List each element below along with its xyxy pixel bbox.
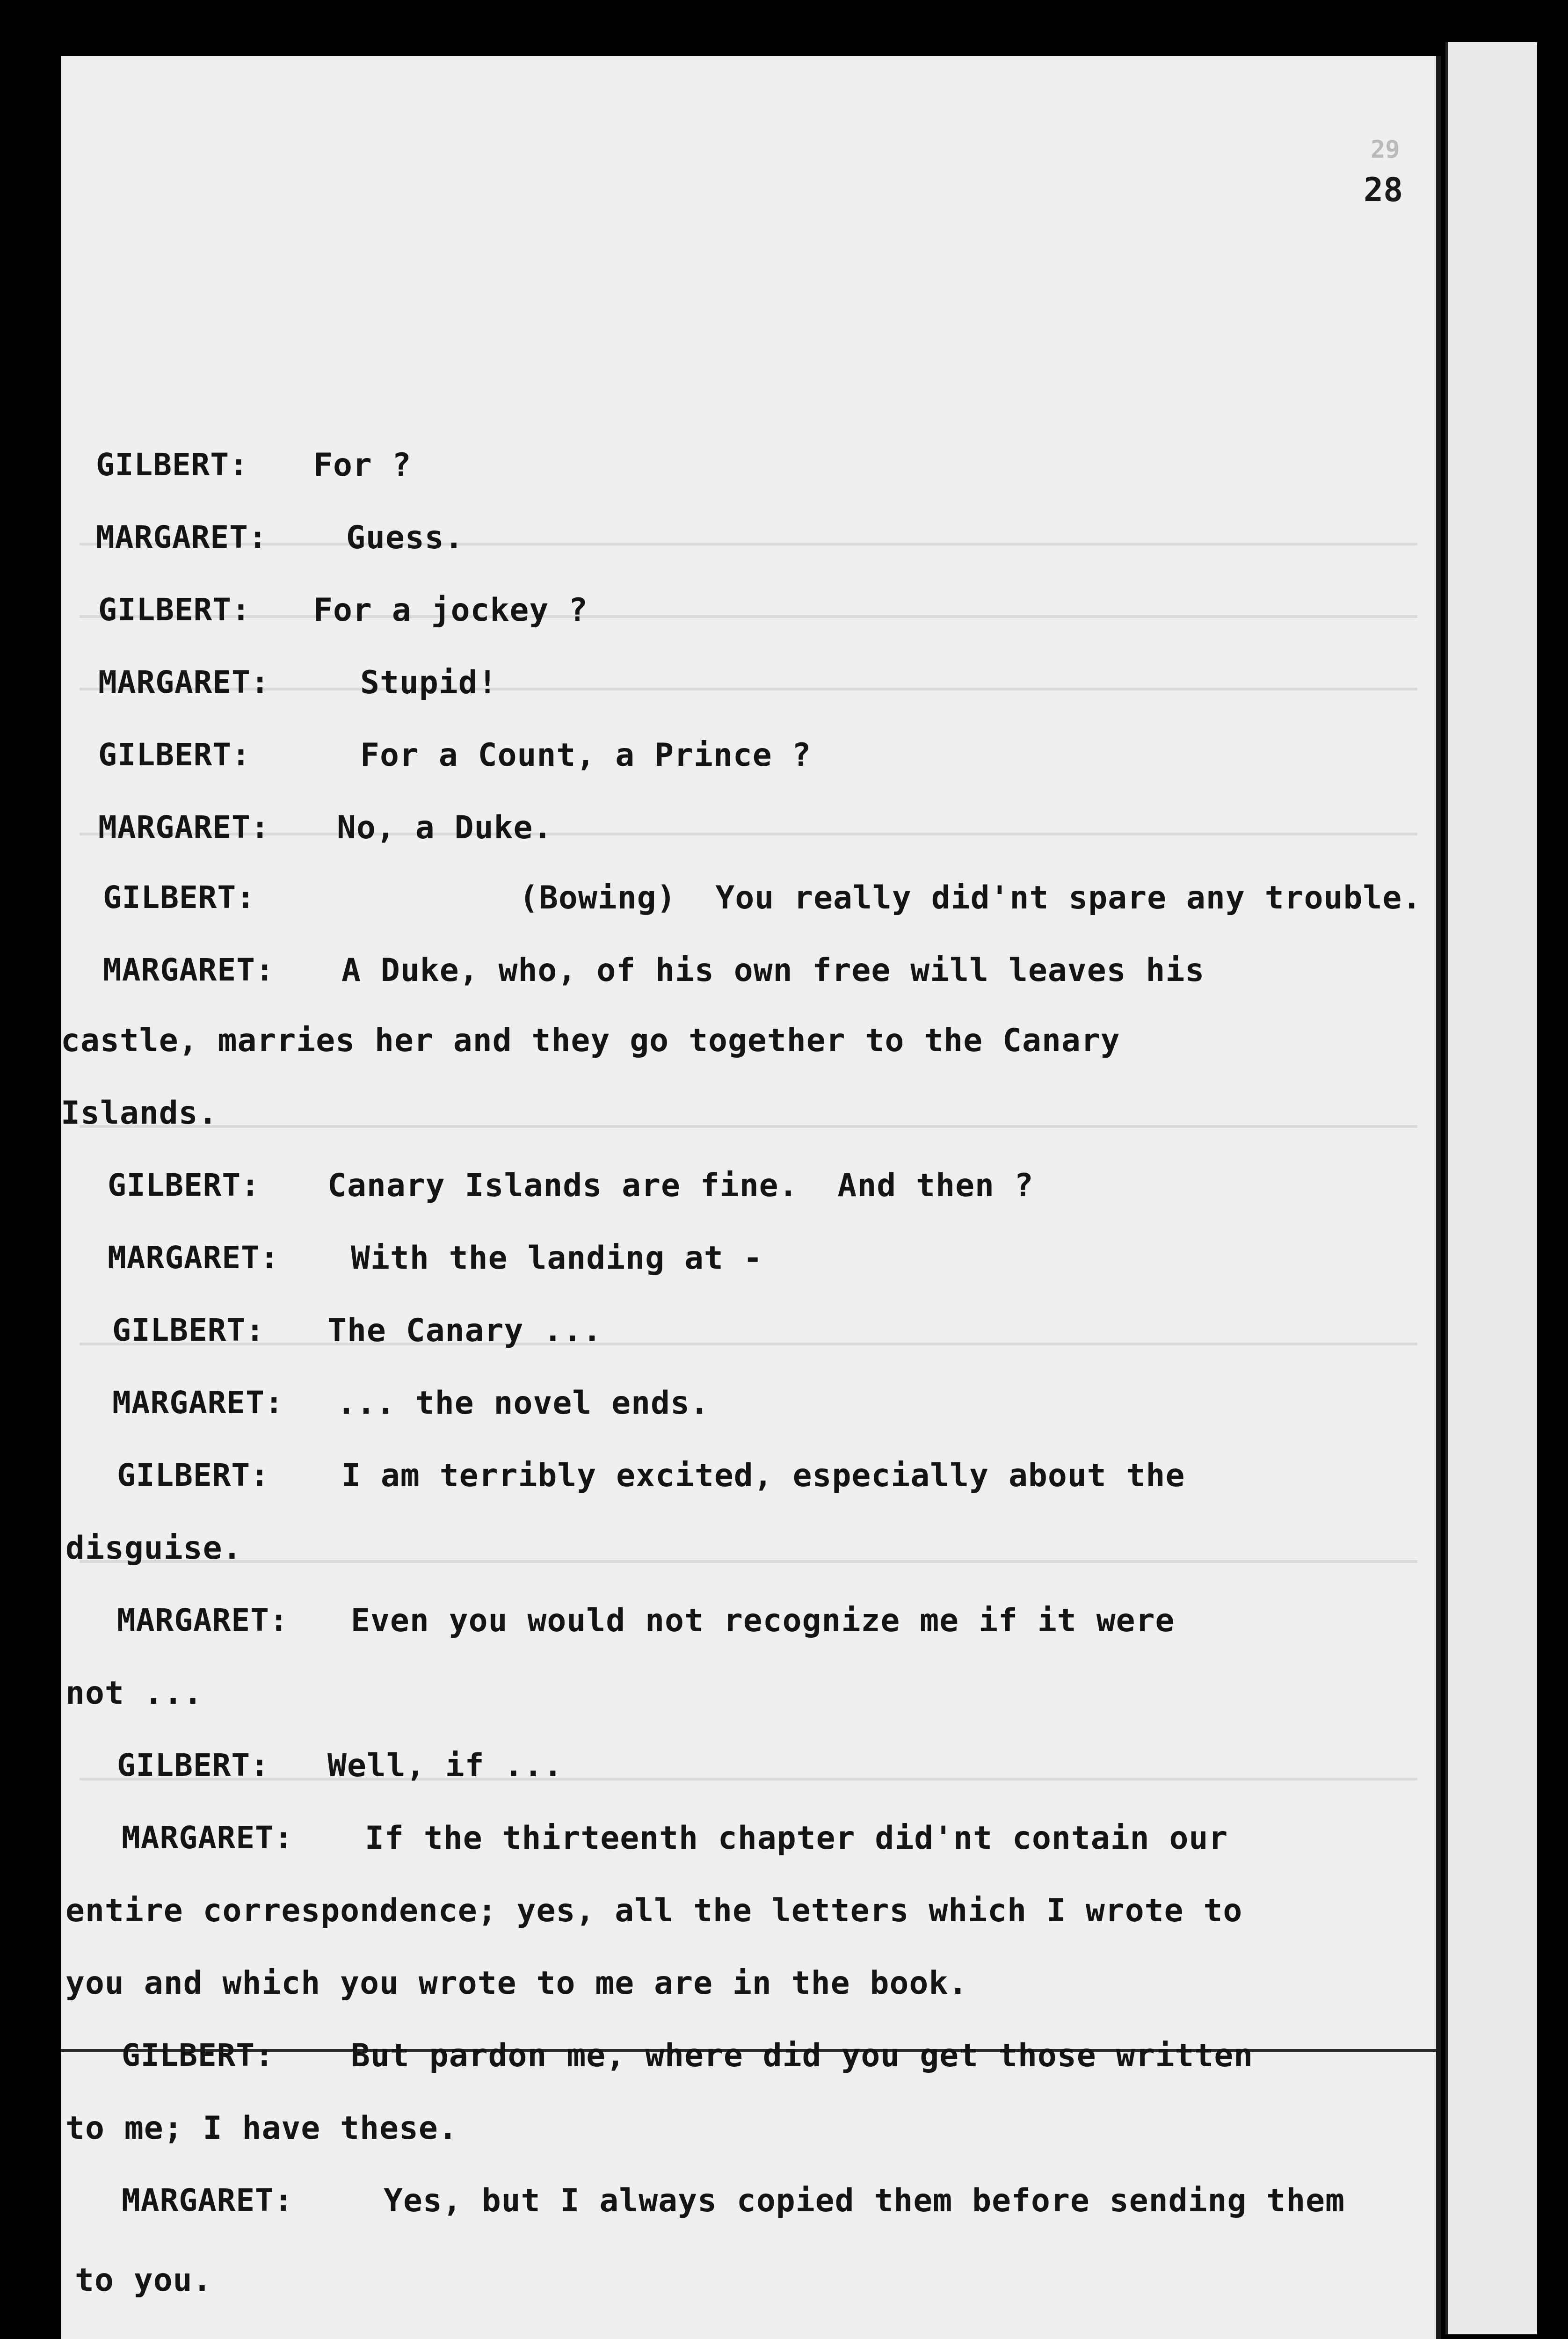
adjacent-page-edge: [1445, 42, 1537, 2334]
dialogue-line: I am terribly excited, especially about the: [341, 1457, 1185, 1494]
bleed-through-line: [80, 543, 1417, 545]
speaker-label: MARGARET:: [117, 1602, 289, 1638]
dialogue-line: Yes, but I always copied them before sending them: [384, 2182, 1345, 2219]
dialogue-line: Well, if ...: [327, 1747, 563, 1784]
dialogue-line: Guess.: [346, 519, 464, 556]
speaker-label: MARGARET:: [122, 2182, 293, 2218]
speaker-label: GILBERT:: [98, 737, 251, 773]
speaker-label: MARGARET:: [108, 1240, 279, 1276]
bleed-through-line: [80, 1560, 1417, 1563]
speaker-label: GILBERT:: [96, 447, 248, 483]
dialogue-continuation: you and which you wrote to me are in the book.: [65, 1965, 968, 2002]
speaker-label: GILBERT:: [108, 1167, 260, 1203]
speaker-label: MARGARET:: [122, 1820, 293, 1856]
dialogue-line: No, a Duke.: [337, 809, 553, 846]
dialogue-line: If the thirteenth chapter did'nt contain our: [365, 1820, 1228, 1857]
dialogue-line: With the landing at -: [351, 1240, 763, 1277]
dialogue-continuation: disguise.: [65, 1530, 242, 1567]
bleed-through-line: [80, 688, 1417, 690]
dialogue-line: Canary Islands are fine. And then ?: [327, 1167, 1034, 1204]
dialogue-line: ... the novel ends.: [337, 1385, 710, 1422]
dialogue-continuation: to you.: [75, 2262, 212, 2299]
speaker-label: GILBERT:: [117, 1747, 269, 1783]
speaker-label: MARGARET:: [103, 952, 275, 988]
bleed-through-line: [80, 1125, 1417, 1128]
bleed-through-line: [80, 1778, 1417, 1780]
bleed-through-line: [80, 615, 1417, 618]
dialogue-line: For ?: [313, 447, 412, 484]
speaker-label: GILBERT:: [98, 592, 251, 628]
dialogue-line: (Bowing) You really did'nt spare any trouble.: [519, 879, 1422, 916]
speaker-label: GILBERT:: [117, 1457, 269, 1493]
dialogue-continuation: not ...: [65, 1675, 203, 1712]
dialogue-line: For a jockey ?: [313, 592, 588, 629]
dialogue-line: But pardon me, where did you get those written: [351, 2037, 1254, 2074]
speaker-label: MARGARET:: [96, 519, 268, 555]
speaker-label: GILBERT:: [122, 2037, 274, 2073]
bleed-through-line: [80, 1343, 1417, 1345]
dialogue-line: Even you would not recognize me if it were: [351, 1602, 1175, 1639]
speaker-label: GILBERT:: [112, 1312, 265, 1348]
speaker-label: GILBERT:: [103, 879, 255, 915]
speaker-label: MARGARET:: [98, 664, 270, 700]
dialogue-continuation: entire correspondence; yes, all the letters which I wrote to: [65, 1892, 1243, 1929]
dialogue-line: For a Count, a Prince ?: [360, 737, 812, 774]
dialogue-line: A Duke, who, of his own free will leaves his: [341, 952, 1205, 989]
dialogue-continuation: to me; I have these.: [65, 2110, 458, 2147]
page-number-ghost: 29: [1371, 136, 1400, 164]
typescript-page: [61, 56, 1441, 2339]
speaker-label: MARGARET:: [98, 809, 270, 845]
dialogue-continuation: castle, marries her and they go together to the Canary: [61, 1022, 1120, 1059]
bleed-through-line: [80, 833, 1417, 835]
dialogue-continuation: Islands.: [61, 1095, 218, 1132]
speaker-label: MARGARET:: [112, 1385, 284, 1421]
dialogue-line: Stupid!: [360, 664, 498, 701]
dialogue-line: The Canary ...: [327, 1312, 603, 1349]
page-number: 28: [1364, 171, 1403, 209]
